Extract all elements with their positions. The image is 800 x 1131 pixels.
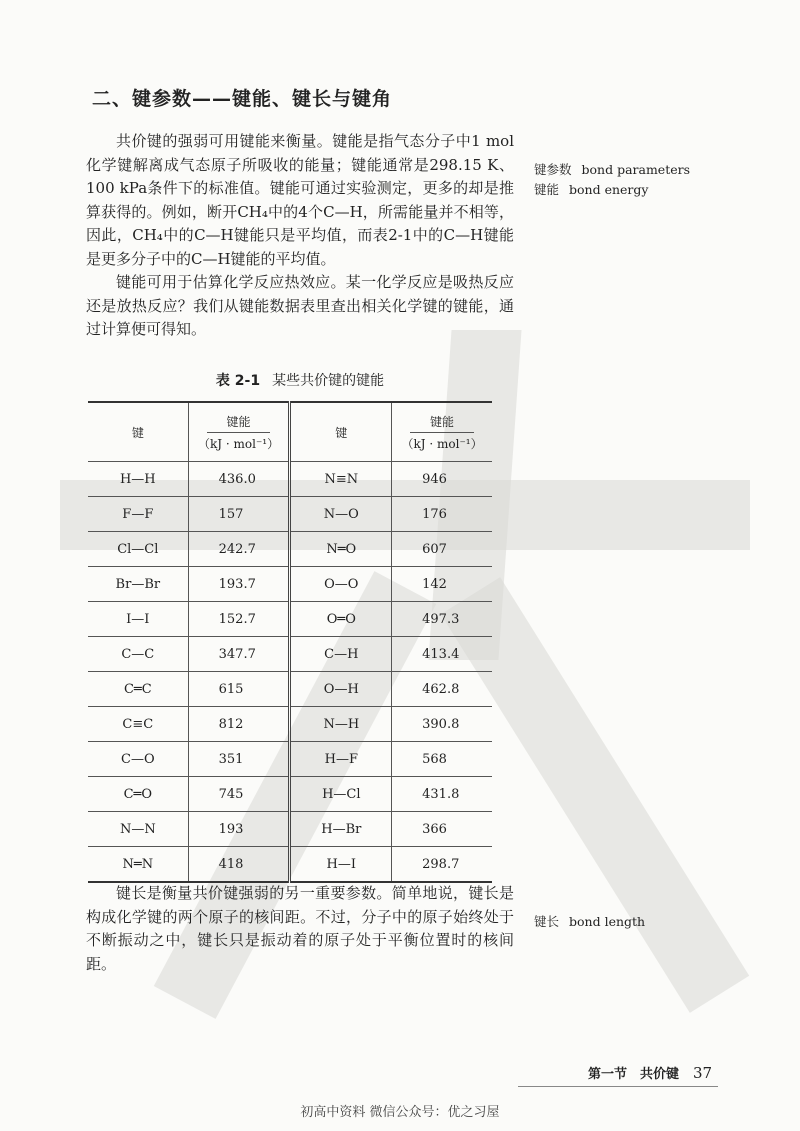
bond-cell: H—F <box>290 742 392 777</box>
paragraph-1: 共价键的强弱可用键能来衡量。键能是指气态分子中1 mol 化学键解离成气态原子所吸收的能量；键能通常是298.15 K、100 kPa条件下的标准值。键能可通过实验测定，更多的却是推算获得的。例如，断开CH₄中的4个C—H，所需能量并不相等，因此，CH₄中的C—H键能只是平均值，而表2-1中的C—H键能是更多分子中的C—H键能的平均值。 <box>86 132 514 268</box>
footer-rule <box>518 1086 718 1087</box>
header-energy-2: 键能 （kJ · mol⁻¹） <box>392 402 492 462</box>
table-caption <box>86 370 514 390</box>
bond-cell: C≡C <box>88 707 188 742</box>
bond-cell: C—H <box>290 637 392 672</box>
bond-cell: F—F <box>88 497 188 532</box>
bond-cell: C—C <box>88 637 188 672</box>
header-energy-1: 键能 （kJ · mol⁻¹） <box>188 402 290 462</box>
bond-cell: N—N <box>88 812 188 847</box>
bottom-note: 初高中资料 微信公众号：优之习屋 <box>300 1105 500 1120</box>
energy-cell: 193 <box>188 812 290 847</box>
bond-cell: O═O <box>290 602 392 637</box>
table-row <box>88 637 492 672</box>
table-row <box>88 707 492 742</box>
page-footer <box>588 1063 712 1082</box>
energy-cell: 157 <box>188 497 290 532</box>
energy-cell: 347.7 <box>188 637 290 672</box>
table-title: 某些共价键的键能 <box>272 373 385 389</box>
bond-cell: H—I <box>290 847 392 883</box>
bond-cell: Br—Br <box>88 567 188 602</box>
table-row <box>88 532 492 567</box>
bond-cell: I—I <box>88 602 188 637</box>
energy-cell: 351 <box>188 742 290 777</box>
footer-section: 第一节 共价键 <box>588 1067 680 1082</box>
bond-cell: C═O <box>88 777 188 812</box>
margin-note-bond-energy: 键能 bond energy <box>534 182 649 197</box>
header-bond-1: 键 <box>88 402 188 462</box>
bond-cell: N═N <box>88 847 188 883</box>
table-row <box>88 777 492 812</box>
bond-cell: H—H <box>88 462 188 497</box>
energy-cell: 418 <box>188 847 290 883</box>
table-row <box>88 567 492 602</box>
energy-cell: 431.8 <box>392 777 492 812</box>
energy-cell: 615 <box>188 672 290 707</box>
table-row <box>88 742 492 777</box>
bond-cell: H—Br <box>290 812 392 847</box>
section-heading: 二、键参数——键能、键长与键角 <box>92 88 393 110</box>
paragraph-2: 键能可用于估算化学反应热效应。某一化学反应是吸热反应还是放热反应？我们从键能数据表里查出相关化学键的键能，通过计算便可得知。 <box>86 273 514 338</box>
bond-cell: O—O <box>290 567 392 602</box>
energy-cell: 142 <box>392 567 492 602</box>
energy-cell: 176 <box>392 497 492 532</box>
energy-cell: 462.8 <box>392 672 492 707</box>
energy-cell: 193.7 <box>188 567 290 602</box>
paragraph-3: 键长是衡量共价键强弱的另一重要参数。简单地说，键长是构成化学键的两个原子的核间距。不过，分子中的原子始终处于不断振动之中，键长只是振动着的原子处于平衡位置时的核间距。 <box>86 884 514 973</box>
paragraph-bond-energy <box>86 130 514 342</box>
energy-cell: 436.0 <box>188 462 290 497</box>
table-row <box>88 672 492 707</box>
table-row <box>88 812 492 847</box>
table-row <box>88 462 492 497</box>
energy-cell: 946 <box>392 462 492 497</box>
energy-cell: 568 <box>392 742 492 777</box>
page-number: 37 <box>693 1064 713 1082</box>
energy-cell: 390.8 <box>392 707 492 742</box>
energy-cell: 242.7 <box>188 532 290 567</box>
header-bond-2: 键 <box>290 402 392 462</box>
energy-cell: 298.7 <box>392 847 492 883</box>
energy-cell: 812 <box>188 707 290 742</box>
table-row <box>88 847 492 883</box>
energy-cell: 152.7 <box>188 602 290 637</box>
energy-cell: 745 <box>188 777 290 812</box>
paragraph-bond-length <box>86 882 514 976</box>
bond-cell: O—H <box>290 672 392 707</box>
bond-cell: N═O <box>290 532 392 567</box>
table-row <box>88 497 492 532</box>
table-number: 表 2-1 <box>215 373 261 389</box>
bond-cell: C═C <box>88 672 188 707</box>
energy-cell: 607 <box>392 532 492 567</box>
table-header-row <box>88 402 492 462</box>
energy-cell: 413.4 <box>392 637 492 672</box>
energy-cell: 366 <box>392 812 492 847</box>
energy-cell: 497.3 <box>392 602 492 637</box>
bond-cell: C—O <box>88 742 188 777</box>
margin-note-bond-parameters: 键参数 bond parameters <box>534 162 691 177</box>
bond-cell: H—Cl <box>290 777 392 812</box>
bond-cell: N—H <box>290 707 392 742</box>
bond-cell: Cl—Cl <box>88 532 188 567</box>
table-row <box>88 602 492 637</box>
bond-cell: N≡N <box>290 462 392 497</box>
margin-notes <box>534 160 690 200</box>
bond-cell: N—O <box>290 497 392 532</box>
bond-energy-table <box>88 401 492 883</box>
margin-note-bond-length: 键长 bond length <box>534 914 646 929</box>
